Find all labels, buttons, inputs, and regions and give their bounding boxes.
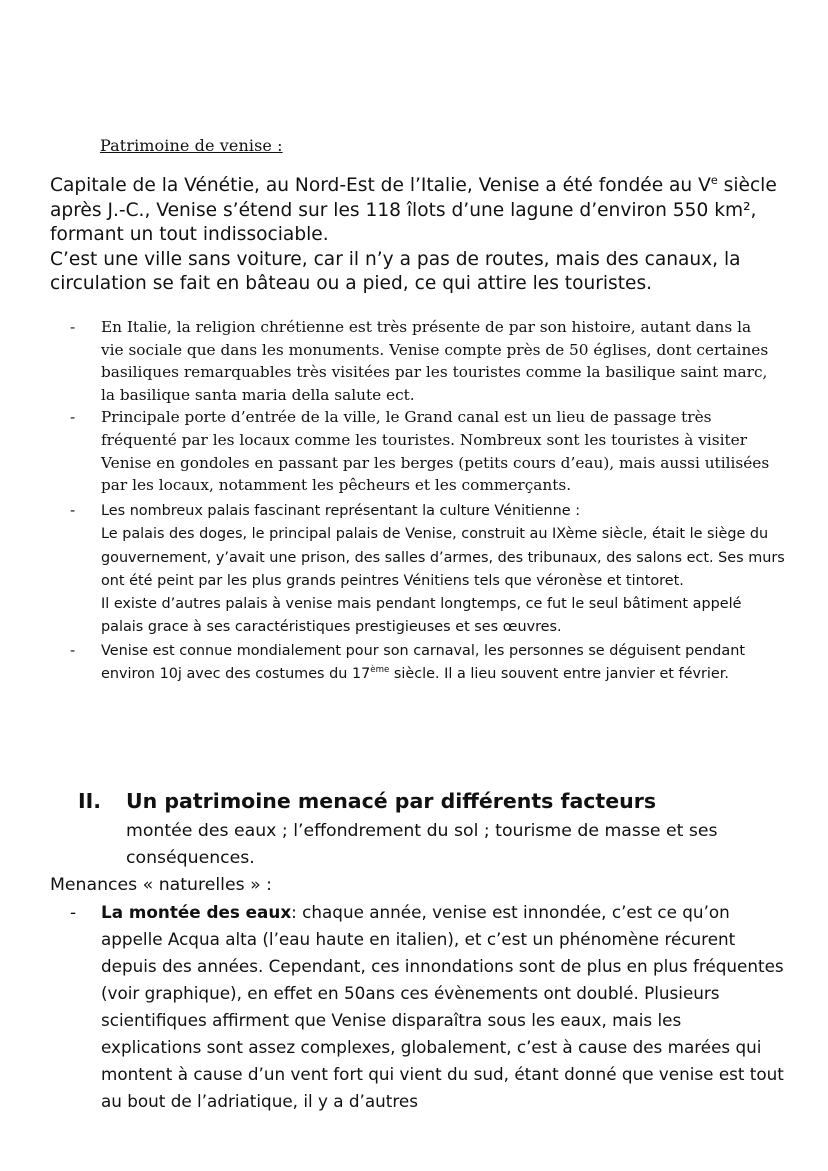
list-item-palais xyxy=(70,500,785,640)
list-item-religion xyxy=(70,316,770,406)
carnaval-text-start: Venise est connue mondialement pour son carnaval, les personnes se déguisent pendant environ 10j avec des costumes du 17 xyxy=(101,642,745,683)
list-item-grand-canal xyxy=(70,406,770,496)
section-number: II. xyxy=(78,789,102,813)
intro-paragraph-2: C’est une ville sans voiture, car il n’y a pas de routes, mais des canaux, la circulation se fait en bâteau ou a pied, ce qui attire les touristes. xyxy=(50,248,741,294)
intro-paragraph-1-start: Capitale de la Vénétie, au Nord-Est de l’Italie, Venise a été fondée au V xyxy=(50,175,711,196)
threats-list xyxy=(70,899,785,1115)
section-heading xyxy=(78,786,656,816)
carnaval-text-end: siècle. Il a lieu souvent entre janvier et février. xyxy=(389,666,729,683)
list-dash: - xyxy=(70,318,76,336)
list-dash: - xyxy=(70,642,76,659)
century-superscript: e xyxy=(710,173,718,187)
list-item-water-rise xyxy=(70,899,785,1115)
list-dash: - xyxy=(70,408,76,427)
section-title: Un patrimoine menacé par différents facteurs xyxy=(126,789,657,813)
palaces-carnival-list xyxy=(70,500,785,686)
threat-text: : chaque année, venise est innondée, c’est ce qu’on appelle Acqua alta (l’eau haute en italien), et c’est un phénomène récurent depuis des années. Cependant, ces innondations sont de plus en plus fréquentes (voir graphique), en effet en 50ans ces évènements ont doublé. Plusieurs scientifiques affirment que Venise disparaîtra sous les eaux, mais les explications sont assez complexes, globalement, c’est à cause des marées qui montent à cause d’un vent fort qui vient du sud, étant donné que venise est tout au bout de l’adriatique, il y a d’autres xyxy=(101,902,784,1111)
heritage-list xyxy=(70,316,770,497)
list-dash: - xyxy=(70,902,77,922)
palais-intro: Les nombreux palais fascinant représentant la culture Vénitienne : xyxy=(101,503,581,519)
list-item-carnaval xyxy=(70,640,785,687)
page-heading: Patrimoine de venise : xyxy=(100,136,283,155)
palais-paragraph-1: Le palais des doges, le principal palais de Venise, construit au IXème siècle, était le siège du gouvernement, y’avait une prison, des salles d’armes, des tribunaux, des salons ect. Ses murs ont été peint par les plus grands peintres Vénitiens tels que véronèse et tintoret. xyxy=(101,526,785,589)
menaces-label: Menances « naturelles » : xyxy=(50,875,272,895)
carnaval-superscript: ème xyxy=(370,665,390,676)
list-dash: - xyxy=(70,503,76,519)
threat-label: La montée des eaux xyxy=(101,902,292,922)
intro-paragraph-1 xyxy=(50,174,790,248)
section-subtitle: montée des eaux ; l’effondrement du sol ; tourisme de masse et ses conséquences. xyxy=(126,821,718,868)
list-item-text: Principale porte d’entrée de la ville, le Grand canal est un lieu de passage très fréquenté par les locaux comme les touristes. Nombreux sont les touristes à visiter Venise en gondoles en passant par les berges (petits cours d’eau), mais aussi utilisées par les locaux, notamment les pêcheurs et les commerçants. xyxy=(101,408,770,495)
list-item-text: En Italie, la religion chrétienne est très présente de par son histoire, autant dans la vie sociale que dans les monuments. Venise compte près de 50 églises, dont certaines basiliques remarquables très visitées par les touristes comme la basilique saint marc, la basilique santa maria della salute ect. xyxy=(101,318,769,404)
intro-text xyxy=(50,174,790,297)
palais-paragraph-2: Il existe d’autres palais à venise mais pendant longtemps, ce fut le seul bâtiment appelé palais grace à ses caractéristiques prestigieuses et ses œuvres. xyxy=(101,596,742,636)
intro-paragraph-1-end: siècle après J.-C., Venise s’étend sur les 118 îlots d’une lagune d’environ 550 km², formant un tout indissociable. xyxy=(50,175,777,245)
